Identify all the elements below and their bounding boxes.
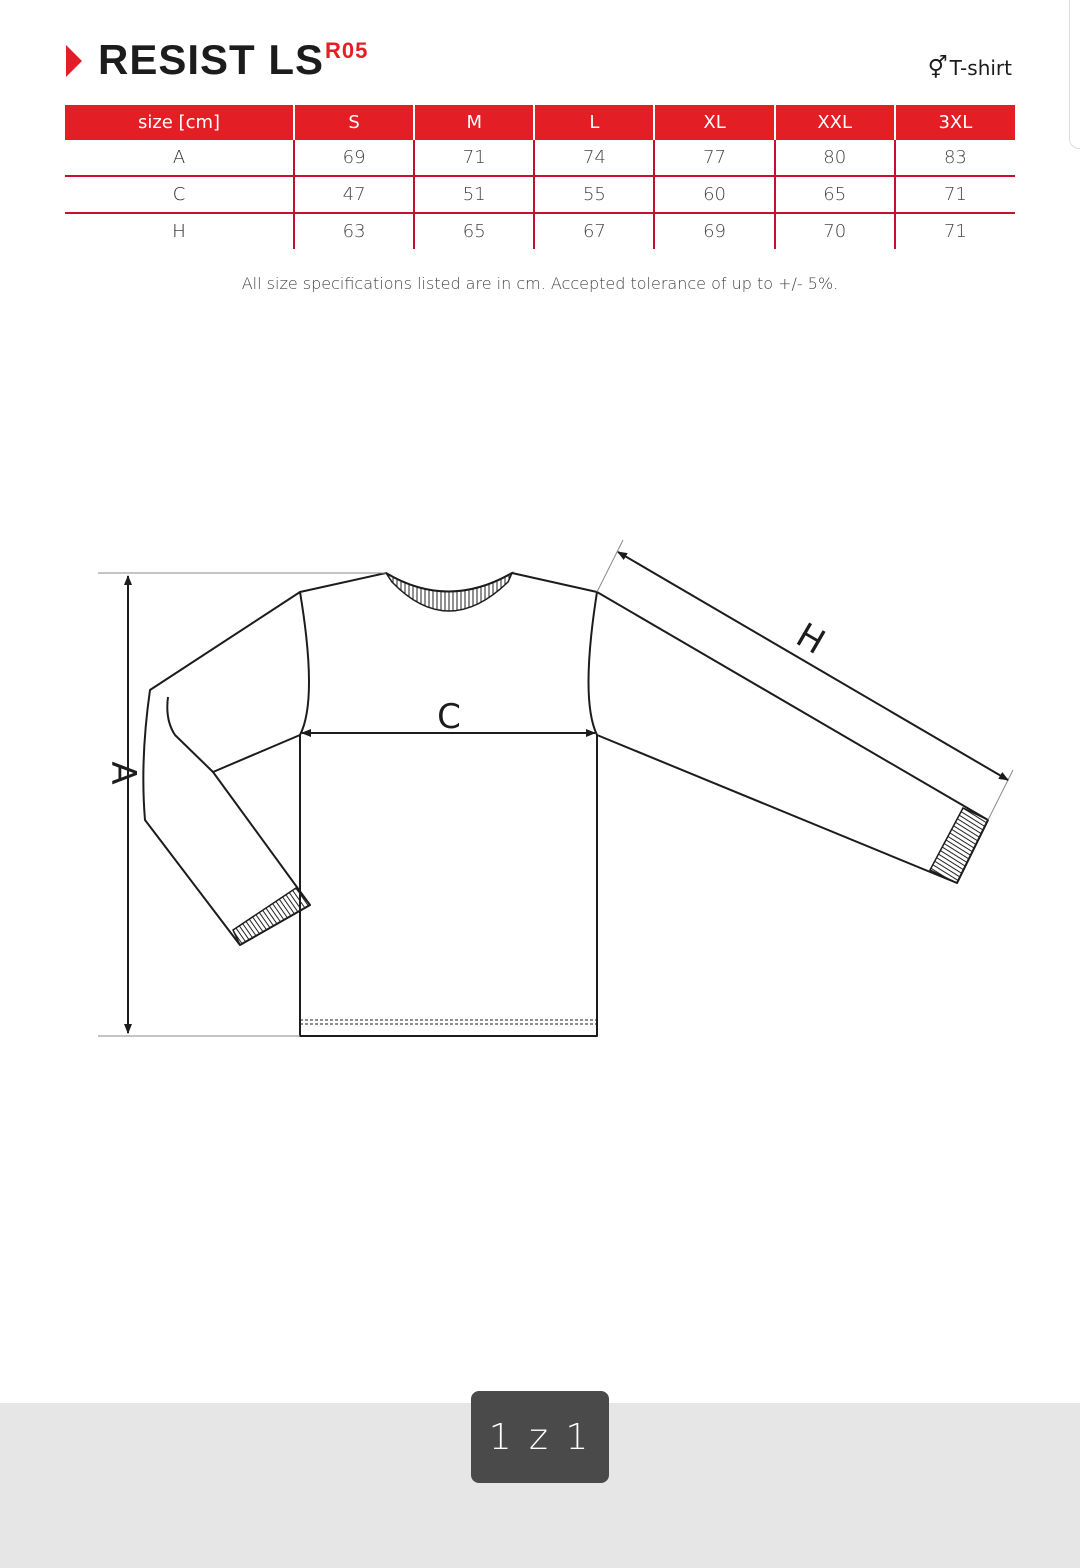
garment-diagram xyxy=(0,530,1080,1050)
table-cell: 67 xyxy=(534,213,654,249)
unisex-icon: ⚥ xyxy=(927,56,948,81)
size-table-header xyxy=(65,105,1015,140)
play-arrow-icon xyxy=(66,45,82,77)
page-indicator: 1 z 1 xyxy=(471,1391,609,1483)
row-label: C xyxy=(65,176,294,213)
column-header: S xyxy=(294,105,414,140)
shirt-outline xyxy=(143,573,988,1036)
scroll-edge xyxy=(1069,0,1080,149)
dimension-a-guides xyxy=(98,573,386,1036)
dimension-h-guides xyxy=(597,540,1013,820)
dimension-h-arrow xyxy=(618,552,1008,780)
right-cuff xyxy=(930,808,988,883)
table-cell: 71 xyxy=(895,176,1015,213)
category-label: T-shirt xyxy=(949,56,1012,80)
column-header: XL xyxy=(654,105,774,140)
table-row xyxy=(65,176,1015,213)
column-header: M xyxy=(414,105,534,140)
product-code: R05 xyxy=(325,38,369,63)
table-cell: 70 xyxy=(775,213,895,249)
left-cuff xyxy=(233,888,310,945)
size-table xyxy=(65,105,1015,249)
product-title: RESIST LS xyxy=(98,36,325,83)
table-cell: 83 xyxy=(895,140,1015,176)
table-cell: 60 xyxy=(654,176,774,213)
table-cell: 74 xyxy=(534,140,654,176)
table-cell: 51 xyxy=(414,176,534,213)
header xyxy=(0,0,1080,100)
row-label: A xyxy=(65,140,294,176)
table-cell: 63 xyxy=(294,213,414,249)
table-cell: 69 xyxy=(654,213,774,249)
table-cell: 80 xyxy=(775,140,895,176)
table-row xyxy=(65,140,1015,176)
table-cell: 65 xyxy=(414,213,534,249)
dimension-h-label: H xyxy=(789,615,832,663)
tolerance-note: All size specifications listed are in cm. Accepted tolerance of up to +/- 5%. xyxy=(241,274,839,293)
column-header: XXL xyxy=(775,105,895,140)
table-cell: 65 xyxy=(775,176,895,213)
table-cell: 69 xyxy=(294,140,414,176)
table-cell: 47 xyxy=(294,176,414,213)
product-category xyxy=(928,56,1012,81)
table-row xyxy=(65,213,1015,249)
row-label: H xyxy=(172,221,186,242)
column-header: size [cm] xyxy=(65,105,294,140)
dimension-c-label: C xyxy=(437,697,461,737)
collar-rib xyxy=(386,573,512,611)
table-cell: 55 xyxy=(534,176,654,213)
column-header: 3XL xyxy=(895,105,1015,140)
column-header: L xyxy=(534,105,654,140)
table-cell: 71 xyxy=(895,213,1015,249)
table-cell: 71 xyxy=(414,140,534,176)
table-cell: 77 xyxy=(654,140,774,176)
dimension-a-label: A xyxy=(103,761,143,785)
